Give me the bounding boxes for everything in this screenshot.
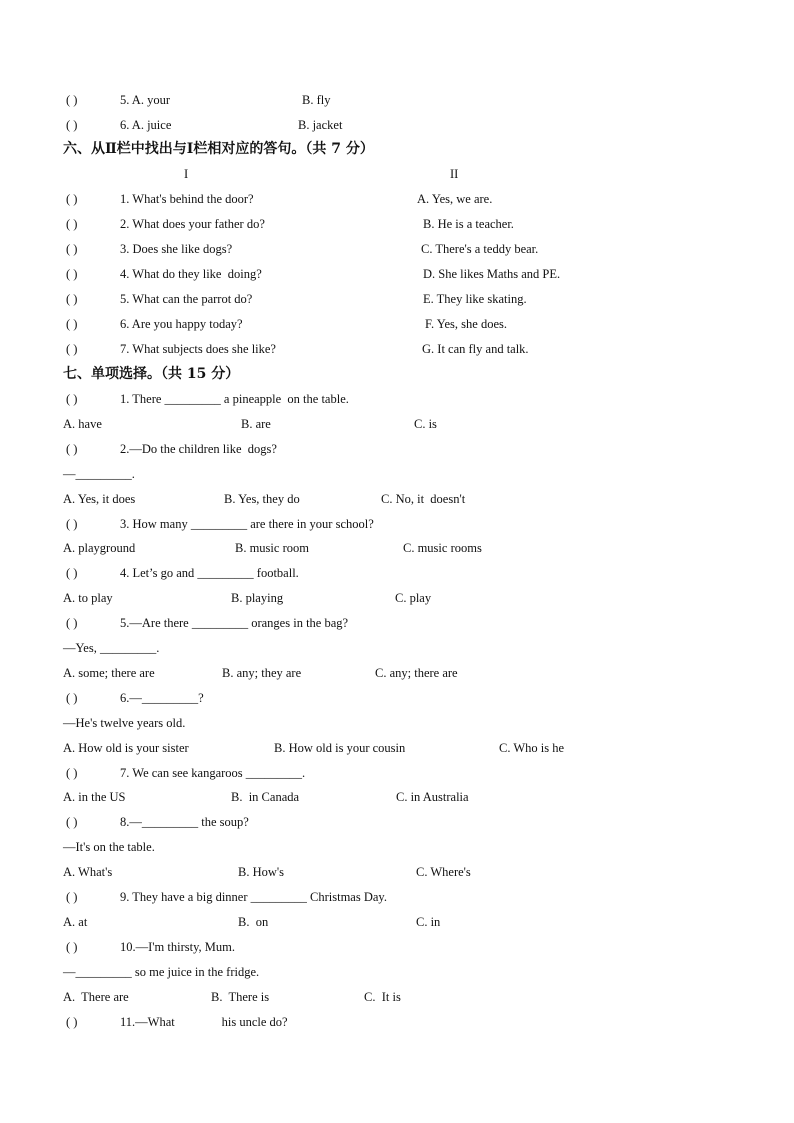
answer-paren: ( ) (66, 242, 78, 256)
answer-paren: ( ) (66, 342, 78, 356)
option-a: A. to play (63, 591, 113, 606)
answer-paren: ( ) (66, 690, 78, 705)
match-answer: B. He is a teacher. (423, 217, 514, 231)
option-c: C. is (414, 416, 437, 431)
option-b: B. Yes, they do (224, 491, 300, 506)
dialogue-line: —_________ so me juice in the fridge. (63, 964, 260, 979)
option-b: B. music room (235, 541, 309, 556)
match-answer: G. It can fly and talk. (422, 342, 529, 356)
answer-paren: ( ) (66, 815, 78, 830)
answer-paren: ( ) (66, 93, 78, 107)
match-question: 6. Are you happy today? (120, 317, 243, 331)
answer-paren: ( ) (66, 267, 78, 281)
column-label: I (184, 167, 189, 181)
option-c: C. in Australia (396, 790, 469, 805)
question-text: 5. A. your (120, 93, 170, 107)
option-c: C. Who is he (499, 740, 565, 755)
question-text: 6.—_________? (120, 690, 204, 705)
question-text: 10.—I'm thirsty, Mum. (120, 939, 235, 954)
question-text: 4. Let’s go and _________ football. (120, 566, 299, 581)
option-a: A. some; there are (63, 665, 155, 680)
match-question: 5. What can the parrot do? (120, 292, 253, 306)
answer-paren: ( ) (66, 890, 78, 904)
option-a: A. How old is your sister (63, 740, 189, 755)
option-b: B. fly (302, 93, 331, 107)
answer-paren: ( ) (66, 765, 78, 780)
dialogue-line: —_________. (63, 466, 135, 481)
option-b: B. How old is your cousin (274, 740, 406, 755)
option-b: B. in Canada (231, 790, 300, 805)
option-b: B. There is (211, 989, 270, 1004)
question-text: 9. They have a big dinner _________ Christmas Day. (120, 890, 387, 904)
match-question: 7. What subjects does she like? (120, 342, 276, 356)
answer-paren: ( ) (66, 516, 78, 531)
answer-paren: ( ) (66, 566, 78, 581)
dialogue-line: —Yes, _________. (63, 641, 160, 655)
match-question: 2. What does your father do? (120, 217, 265, 231)
match-answer: E. They like skating. (423, 292, 527, 306)
match-answer: A. Yes, we are. (417, 192, 493, 206)
option-a: A. There are (63, 989, 129, 1004)
question-text: 3. How many _________ are there in your school? (120, 516, 374, 531)
match-answer: C. There's a teddy bear. (421, 242, 539, 256)
match-answer: D. She likes Maths and PE. (423, 267, 561, 281)
answer-paren: ( ) (66, 317, 78, 331)
section-heading: 七、单项选择。（共 15 分） (63, 366, 240, 382)
answer-paren: ( ) (66, 616, 78, 631)
answer-paren: ( ) (66, 1014, 78, 1029)
option-b: B. playing (231, 591, 284, 606)
question-text: 2.—Do the children like dogs? (120, 441, 277, 456)
option-c: C. in (416, 914, 441, 929)
option-a: A. in the US (63, 790, 126, 805)
option-b: B. jacket (298, 118, 343, 132)
option-b: B. How's (238, 865, 285, 880)
question-text: 5.—Are there _________ oranges in the bag? (120, 616, 349, 631)
question-text: 8.—_________ the soup? (120, 815, 249, 830)
answer-paren: ( ) (66, 441, 78, 456)
question-text: 11.—What his uncle do? (120, 1014, 288, 1029)
answer-paren: ( ) (66, 118, 78, 132)
answer-paren: ( ) (66, 192, 78, 206)
option-a: A. Yes, it does (63, 491, 136, 506)
column-label: II (450, 167, 459, 181)
match-question: 1. What's behind the door? (120, 192, 254, 206)
question-text: 7. We can see kangaroos _________. (120, 765, 306, 780)
option-a: A. at (63, 914, 88, 929)
option-c: C. Where's (416, 865, 471, 880)
option-a: A. What's (63, 865, 113, 880)
option-b: B. any; they are (222, 665, 302, 680)
dialogue-line: —He's twelve years old. (63, 715, 186, 730)
section-heading: 六、从Ⅱ栏中找出与Ⅰ栏相对应的答句。（共 7 分） (63, 141, 374, 157)
match-answer: F. Yes, she does. (425, 317, 508, 331)
option-b: B. are (241, 416, 271, 431)
option-c: C. music rooms (403, 541, 482, 556)
answer-paren: ( ) (66, 217, 78, 231)
match-question: 3. Does she like dogs? (120, 242, 233, 256)
answer-paren: ( ) (66, 939, 78, 954)
option-c: C. It is (364, 989, 401, 1004)
question-text: 1. There _________ a pineapple on the table. (120, 392, 349, 406)
dialogue-line: —It's on the table. (63, 840, 155, 855)
option-c: C. No, it doesn't (381, 491, 466, 506)
answer-paren: ( ) (66, 292, 78, 306)
option-c: C. any; there are (375, 665, 458, 680)
answer-paren: ( ) (66, 392, 78, 406)
option-a: A. have (63, 416, 102, 431)
option-b: B. on (238, 914, 269, 929)
question-text: 6. A. juice (120, 118, 172, 132)
option-c: C. play (395, 591, 432, 606)
match-question: 4. What do they like doing? (120, 267, 262, 281)
option-a: A. playground (63, 541, 136, 556)
